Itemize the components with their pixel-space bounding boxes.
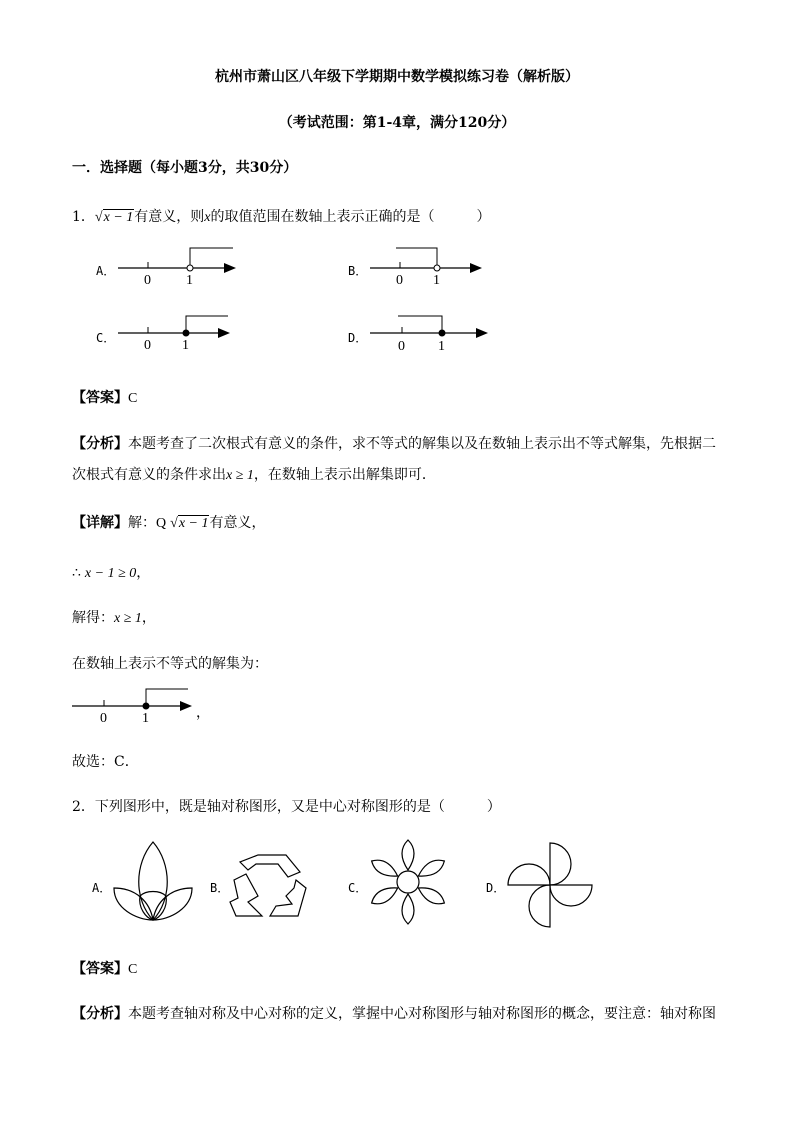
detail-text-b: 有意义，	[209, 515, 266, 531]
q1-numline-text: 在数轴上表示不等式的解集为：	[72, 656, 268, 672]
q1-a-tick-1: 1	[186, 273, 193, 288]
q2-answer-value: C	[128, 962, 138, 977]
analysis-text-2b: ，在数轴上表示出解集即可．	[253, 467, 436, 483]
q1-a-tick-0: 0	[144, 273, 151, 288]
q1-detail: 【详解】解：Q √x − 1有意义，	[72, 515, 266, 531]
step1-math: x − 1 ≥ 0	[84, 566, 137, 581]
q2-answer	[72, 958, 137, 978]
q1-option-d-label: D．	[348, 331, 368, 345]
q1-radicand: x − 1	[103, 210, 134, 225]
detail-text-a: 解：	[128, 515, 156, 531]
q1-stem-a: 有意义，则	[134, 209, 205, 225]
q2-stem-text: 下列图形中，既是轴对称图形，又是中心对称图形的是（ ）	[94, 799, 501, 815]
q2-analysis-line-1	[72, 1003, 716, 1023]
answer-value: C	[128, 391, 138, 406]
q1-c-tick-0: 0	[144, 338, 151, 353]
q1-stem-b: 的取值范围在数轴上表示正确的是（ ）	[210, 209, 491, 225]
step1-end: ，	[136, 565, 151, 581]
q1-choose: 故选：C．	[72, 754, 139, 770]
q2-answer-tag: 【答案】	[72, 961, 128, 977]
q2-analysis-text: 本题考查轴对称及中心对称的定义，掌握中心对称图形与轴对称图形的概念，要注意：轴对称图	[128, 1006, 716, 1022]
solution-end: ，	[196, 705, 210, 721]
analysis-text-1: 本题考查了二次根式有意义的条件，求不等式的解集以及在数轴上表示出不等式解集，先根据二	[128, 436, 716, 452]
answer-tag: 【答案】	[72, 390, 128, 406]
q2-option-c-label: C．	[348, 881, 368, 895]
solve-label: 解得：	[72, 610, 114, 626]
q2-option-b-label: B．	[210, 881, 230, 895]
therefore-symbol: ∴	[72, 565, 81, 581]
page-title: 杭州市萧山区八年级下学期期中数学模拟练习卷（解析版）	[215, 69, 579, 85]
section-heading: 一．选择题（每小题3分，共30分）	[72, 160, 298, 176]
q1-d-tick-1: 1	[438, 339, 445, 354]
analysis-tag: 【分析】	[72, 436, 128, 452]
detail-tag: 【详解】	[72, 515, 128, 531]
analysis-text-2a: 次根式有意义的条件求出	[72, 467, 226, 483]
solve-end: ，	[141, 610, 156, 626]
q1-option-c-label: C．	[96, 331, 116, 345]
analysis-math: x ≥ 1	[226, 468, 254, 483]
q2-option-d-label: D．	[486, 881, 506, 895]
solve-math: x ≥ 1	[114, 611, 142, 626]
q1-option-b-label: B．	[348, 264, 368, 278]
q1-number: 1．	[72, 209, 95, 225]
q1-d-tick-0: 0	[398, 339, 405, 354]
page-subtitle: （考试范围：第1-4章，满分120分）	[278, 115, 516, 131]
q2-number: 2．	[72, 799, 95, 815]
q1-stem: 1．√x − 1有意义，则x的取值范围在数轴上表示正确的是（ ）	[72, 209, 491, 225]
solution-tick-1: 1	[142, 711, 149, 726]
solution-tick-0: 0	[100, 711, 107, 726]
q1-b-tick-1: 1	[433, 273, 440, 288]
because-symbol: Q	[156, 516, 167, 531]
q1-b-tick-0: 0	[396, 273, 403, 288]
q2-option-a-label: A．	[92, 881, 112, 895]
q1-c-tick-1: 1	[182, 338, 189, 353]
q2-analysis-tag: 【分析】	[72, 1006, 128, 1022]
detail-radicand: x − 1	[178, 516, 209, 531]
q1-option-a-label: A．	[96, 264, 116, 278]
q1-stem-var: x	[204, 210, 211, 225]
